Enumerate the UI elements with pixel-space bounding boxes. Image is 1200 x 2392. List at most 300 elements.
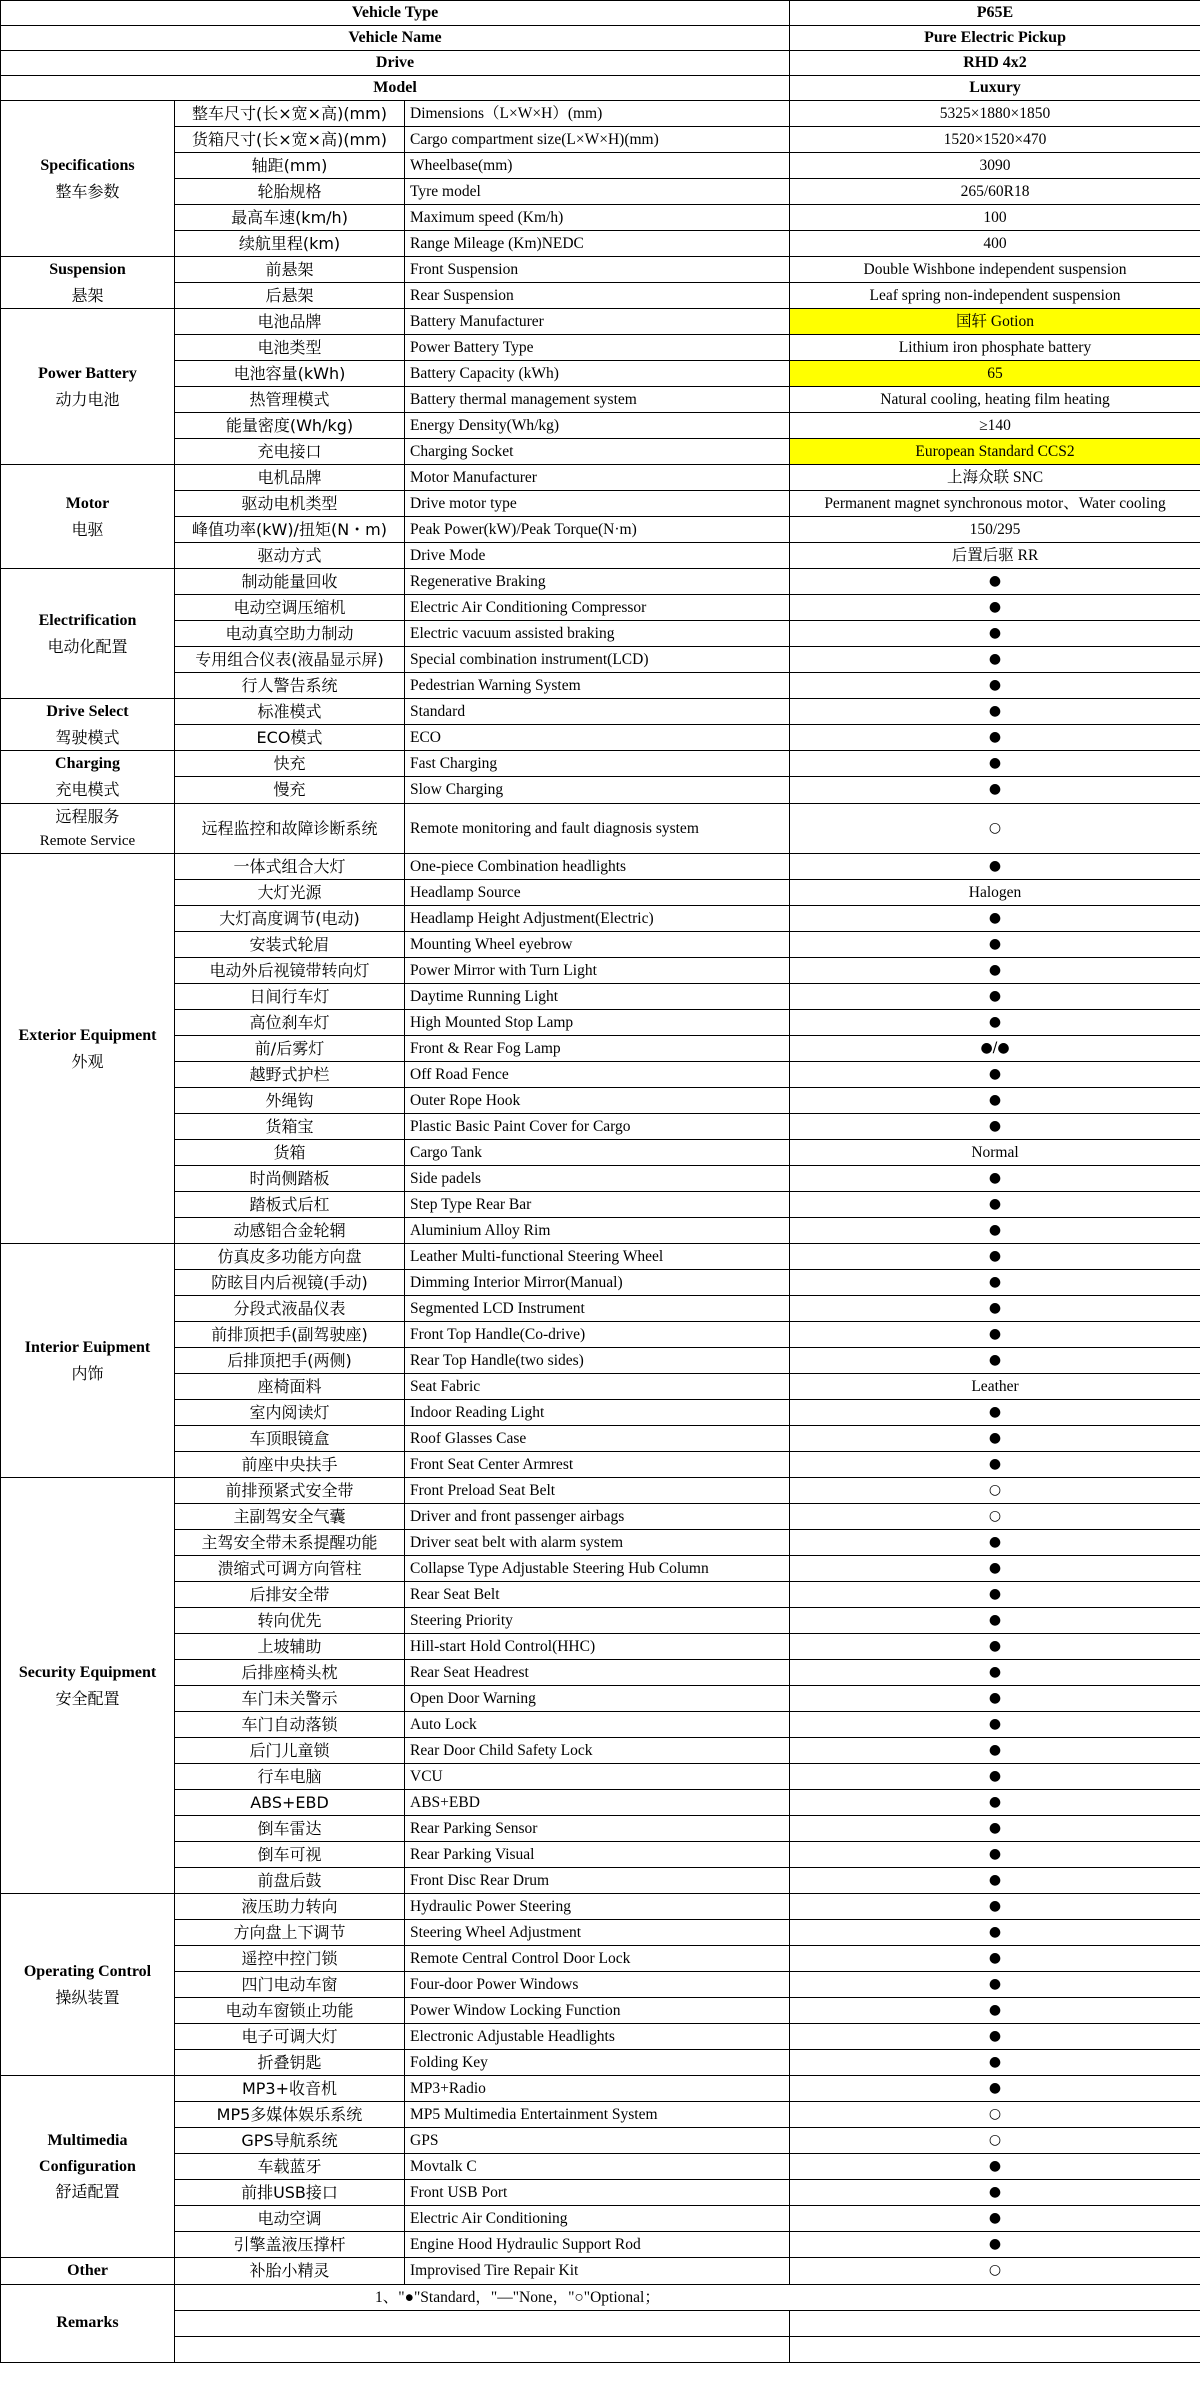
item-value: 265/60R18: [790, 179, 1200, 205]
item-value: Natural cooling, heating film heating: [790, 387, 1200, 413]
vehicle-name-row: [1, 26, 1200, 51]
item-name-cn: 电池类型: [175, 335, 405, 361]
table-row: [1, 153, 1200, 179]
item-value: ●: [790, 1296, 1200, 1322]
item-value: ●: [790, 1842, 1200, 1868]
item-name-cn: 前排预紧式安全带: [175, 1478, 405, 1504]
table-row: [1, 1504, 1200, 1530]
section-name-cn: 安全配置: [55, 1688, 120, 1708]
item-value: ●: [790, 984, 1200, 1010]
table-row: [1, 751, 1200, 777]
item-name-en: Energy Density(Wh/kg): [405, 413, 790, 439]
table-row: [1, 1322, 1200, 1348]
table-row: [1, 517, 1200, 543]
item-name-en: Electric Air Conditioning Compressor: [405, 595, 790, 621]
item-name-en: Remote monitoring and fault diagnosis system: [405, 803, 790, 854]
item-name-cn: 电池容量(kWh): [175, 361, 405, 387]
table-row: [1, 205, 1200, 231]
table-row: [1, 1738, 1200, 1764]
item-name-cn: 溃缩式可调方向管柱: [175, 1556, 405, 1582]
item-value: ●: [790, 2180, 1200, 2206]
item-value: ●: [790, 595, 1200, 621]
item-name-cn: 外绳钩: [175, 1088, 405, 1114]
item-name-en: Plastic Basic Paint Cover for Cargo: [405, 1114, 790, 1140]
item-name-cn: 动感铝合金轮辋: [175, 1218, 405, 1244]
item-name-en: High Mounted Stop Lamp: [405, 1010, 790, 1036]
section-name-en: Operating Control: [23, 1963, 152, 1981]
item-name-cn: 电动真空助力制动: [175, 621, 405, 647]
item-name-en: Movtalk C: [405, 2154, 790, 2180]
table-row: [1, 1816, 1200, 1842]
item-value: ●: [790, 1920, 1200, 1946]
item-name-cn: 主副驾安全气囊: [175, 1504, 405, 1530]
section-label: [1, 1894, 175, 2076]
table-row: [1, 361, 1200, 387]
item-value: ●: [790, 569, 1200, 595]
table-row: [1, 2050, 1200, 2076]
table-row: [1, 854, 1200, 880]
item-name-en: Battery thermal management system: [405, 387, 790, 413]
item-name-en: Steering Priority: [405, 1608, 790, 1634]
item-name-cn: 越野式护栏: [175, 1062, 405, 1088]
table-row: [1, 1296, 1200, 1322]
section-name-en: Specifications: [40, 156, 135, 174]
section-label: [1, 699, 175, 751]
item-name-en: Improvised Tire Repair Kit: [405, 2258, 790, 2285]
section-name-en: Motor: [65, 495, 110, 513]
item-name-en: Cargo compartment size(L×W×H)(mm): [405, 127, 790, 153]
item-name-en: Dimming Interior Mirror(Manual): [405, 1270, 790, 1296]
item-value: ●: [790, 1348, 1200, 1374]
item-name-cn: 前悬架: [175, 257, 405, 283]
item-name-en: Hill-start Hold Control(HHC): [405, 1634, 790, 1660]
table-row: [1, 283, 1200, 309]
item-name-cn: 电动空调: [175, 2206, 405, 2232]
item-value: ●: [790, 932, 1200, 958]
table-row: [1, 1192, 1200, 1218]
item-value: Normal: [790, 1140, 1200, 1166]
section-name-en: Power Battery: [38, 365, 137, 383]
item-name-cn: 座椅面料: [175, 1374, 405, 1400]
table-row: [1, 647, 1200, 673]
section-label: [1, 309, 175, 465]
section-name-en: Electrification: [38, 612, 137, 630]
table-row: [1, 2232, 1200, 2258]
section-label: [1, 1478, 175, 1894]
table-row: [1, 1270, 1200, 1296]
item-name-cn: 时尚侧踏板: [175, 1166, 405, 1192]
table-row: [1, 2076, 1200, 2102]
item-value: ●: [790, 1894, 1200, 1920]
section-label: [1, 101, 175, 257]
table-row: [1, 906, 1200, 932]
table-row: [1, 1998, 1200, 2024]
table-row: [1, 880, 1200, 906]
section-name-cn: 悬架: [71, 285, 104, 305]
vehicle-type-label: Vehicle Type: [1, 1, 790, 26]
item-name-cn: 补胎小精灵: [175, 2258, 405, 2285]
item-name-en: One-piece Combination headlights: [405, 854, 790, 880]
table-row: [1, 2180, 1200, 2206]
item-value: ●: [790, 2154, 1200, 2180]
section-label: [1, 569, 175, 699]
item-name-en: Steering Wheel Adjustment: [405, 1920, 790, 1946]
item-name-cn: 上坡辅助: [175, 1634, 405, 1660]
item-value: ○: [790, 2128, 1200, 2154]
item-value: ●: [790, 1244, 1200, 1270]
table-row: [1, 958, 1200, 984]
item-name-cn: 轴距(mm): [175, 153, 405, 179]
item-value: ●: [790, 673, 1200, 699]
vehicle-type-row: [1, 1, 1200, 26]
item-name-en: Driver and front passenger airbags: [405, 1504, 790, 1530]
item-value: ●: [790, 1972, 1200, 1998]
item-name-cn: 标准模式: [175, 699, 405, 725]
item-name-en: Electric Air Conditioning: [405, 2206, 790, 2232]
section-name-cn: 电动化配置: [47, 636, 128, 656]
section-label: [1, 465, 175, 569]
section-label: [1, 803, 175, 854]
item-name-cn: ECO模式: [175, 725, 405, 751]
vehicle-type-value: P65E: [790, 1, 1200, 26]
item-value: ○: [790, 2102, 1200, 2128]
item-name-cn: 前排USB接口: [175, 2180, 405, 2206]
item-name-cn: MP3+收音机: [175, 2076, 405, 2102]
table-row: [1, 1114, 1200, 1140]
item-name-cn: 车门自动落锁: [175, 1712, 405, 1738]
table-row: [1, 1686, 1200, 1712]
item-name-en: Range Mileage (Km)NEDC: [405, 231, 790, 257]
item-name-cn: 室内阅读灯: [175, 1400, 405, 1426]
item-name-en: Drive Mode: [405, 543, 790, 569]
item-name-en: Charging Socket: [405, 439, 790, 465]
item-name-en: Leather Multi-functional Steering Wheel: [405, 1244, 790, 1270]
item-name-en: Drive motor type: [405, 491, 790, 517]
item-value: ●: [790, 1218, 1200, 1244]
table-row: [1, 1166, 1200, 1192]
item-name-en: Battery Manufacturer: [405, 309, 790, 335]
table-row: [1, 127, 1200, 153]
remarks-row: [1, 2284, 1200, 2310]
item-value: ●: [790, 1790, 1200, 1816]
item-value: ●: [790, 621, 1200, 647]
section-label: [1, 751, 175, 803]
item-name-cn: 分段式液晶仪表: [175, 1296, 405, 1322]
item-name-cn: 踏板式后杠: [175, 1192, 405, 1218]
item-name-cn: 专用组合仪表(液晶显示屏): [175, 647, 405, 673]
item-name-cn: 制动能量回收: [175, 569, 405, 595]
section-name-cn: 远程服务: [55, 806, 120, 826]
item-name-cn: 慢充: [175, 777, 405, 803]
table-row: [1, 439, 1200, 465]
item-name-en: Engine Hood Hydraulic Support Rod: [405, 2232, 790, 2258]
item-value: ●: [790, 1452, 1200, 1478]
item-name-en: Fast Charging: [405, 751, 790, 777]
section-label: [1, 854, 175, 1244]
remarks-blank-row: [1, 2310, 1200, 2336]
item-name-cn: 快充: [175, 751, 405, 777]
drive-value: RHD 4x2: [790, 51, 1200, 76]
table-row: [1, 335, 1200, 361]
item-value: ●: [790, 2076, 1200, 2102]
item-value: 上海众联 SNC: [790, 465, 1200, 491]
table-row: [1, 1140, 1200, 1166]
item-name-en: Daytime Running Light: [405, 984, 790, 1010]
item-name-cn: ABS+EBD: [175, 1790, 405, 1816]
item-name-en: Rear Door Child Safety Lock: [405, 1738, 790, 1764]
section-name-en: Drive Select: [46, 703, 129, 721]
table-row: [1, 1244, 1200, 1270]
section-label: [1, 2076, 175, 2258]
item-name-en: Front Top Handle(Co-drive): [405, 1322, 790, 1348]
item-name-en: Rear Suspension: [405, 283, 790, 309]
table-row: [1, 1712, 1200, 1738]
table-row: [1, 1010, 1200, 1036]
item-name-cn: 高位刹车灯: [175, 1010, 405, 1036]
item-name-cn: 电动车窗锁止功能: [175, 1998, 405, 2024]
table-row: [1, 1868, 1200, 1894]
item-value: ●: [790, 1998, 1200, 2024]
section-name-cn: 舒适配置: [55, 2182, 120, 2202]
item-value: ≥140: [790, 413, 1200, 439]
item-name-cn: 能量密度(Wh/kg): [175, 413, 405, 439]
item-name-cn: 续航里程(km): [175, 231, 405, 257]
remarks-blank-cell: [175, 2336, 790, 2362]
item-name-en: Rear Parking Visual: [405, 1842, 790, 1868]
item-name-en: Front Disc Rear Drum: [405, 1868, 790, 1894]
table-row: [1, 803, 1200, 854]
table-row: [1, 1946, 1200, 1972]
item-name-en: Segmented LCD Instrument: [405, 1296, 790, 1322]
table-row: [1, 1608, 1200, 1634]
table-row: [1, 1556, 1200, 1582]
item-value: 400: [790, 231, 1200, 257]
table-row: [1, 179, 1200, 205]
item-name-cn: 仿真皮多功能方向盘: [175, 1244, 405, 1270]
item-name-cn: GPS导航系统: [175, 2128, 405, 2154]
item-name-cn: 折叠钥匙: [175, 2050, 405, 2076]
item-name-en: Auto Lock: [405, 1712, 790, 1738]
item-name-en: Battery Capacity (kWh): [405, 361, 790, 387]
item-name-en: Remote Central Control Door Lock: [405, 1946, 790, 1972]
item-name-en: Tyre model: [405, 179, 790, 205]
item-value: ●: [790, 1816, 1200, 1842]
item-name-cn: 倒车可视: [175, 1842, 405, 1868]
item-value: ●: [790, 1868, 1200, 1894]
item-name-en: Mounting Wheel eyebrow: [405, 932, 790, 958]
item-name-en: Step Type Rear Bar: [405, 1192, 790, 1218]
section-label: [1, 257, 175, 309]
item-name-en: Special combination instrument(LCD): [405, 647, 790, 673]
table-row: [1, 1920, 1200, 1946]
item-name-cn: 方向盘上下调节: [175, 1920, 405, 1946]
item-value: ●: [790, 1322, 1200, 1348]
item-value: ●: [790, 854, 1200, 880]
item-name-cn: 货箱宝: [175, 1114, 405, 1140]
item-name-cn: 峰值功率(kW)/扭矩(N・m): [175, 517, 405, 543]
table-row: [1, 1842, 1200, 1868]
table-row: [1, 1348, 1200, 1374]
item-value: 150/295: [790, 517, 1200, 543]
section-name-cn: 内饰: [71, 1363, 104, 1383]
item-name-en: Indoor Reading Light: [405, 1400, 790, 1426]
table-row: [1, 1218, 1200, 1244]
table-row: [1, 1036, 1200, 1062]
item-name-cn: 充电接口: [175, 439, 405, 465]
drive-label: Drive: [1, 51, 790, 76]
item-name-cn: 电动空调压缩机: [175, 595, 405, 621]
vehicle-name-value: Pure Electric Pickup: [790, 26, 1200, 51]
item-name-cn: 前排顶把手(副驾驶座): [175, 1322, 405, 1348]
item-value: ●: [790, 1660, 1200, 1686]
item-value: ○: [790, 1504, 1200, 1530]
item-name-en: Aluminium Alloy Rim: [405, 1218, 790, 1244]
model-value: Luxury: [790, 76, 1200, 101]
item-value: Lithium iron phosphate battery: [790, 335, 1200, 361]
item-name-en: Front & Rear Fog Lamp: [405, 1036, 790, 1062]
item-name-en: Outer Rope Hook: [405, 1088, 790, 1114]
item-name-cn: 遥控中控门锁: [175, 1946, 405, 1972]
item-value: ●: [790, 1764, 1200, 1790]
section-name-en: Multimedia Configuration: [39, 2132, 136, 2175]
item-value: ●: [790, 1426, 1200, 1452]
item-name-en: Regenerative Braking: [405, 569, 790, 595]
item-value: ●: [790, 1634, 1200, 1660]
item-name-cn: 货箱尺寸(长×宽×高)(mm): [175, 127, 405, 153]
section-name-cn: 外观: [71, 1051, 104, 1071]
item-name-en: Four-door Power Windows: [405, 1972, 790, 1998]
item-value: ●: [790, 699, 1200, 725]
remarks-blank-cell: [175, 2310, 790, 2336]
item-name-en: Folding Key: [405, 2050, 790, 2076]
item-name-en: Maximum speed (Km/h): [405, 205, 790, 231]
item-value: ●: [790, 1062, 1200, 1088]
item-name-cn: 行人警告系统: [175, 673, 405, 699]
item-value: ●: [790, 1738, 1200, 1764]
table-row: [1, 1660, 1200, 1686]
table-row: [1, 1452, 1200, 1478]
item-value: ●: [790, 1192, 1200, 1218]
item-value: ○: [790, 1478, 1200, 1504]
item-name-en: MP5 Multimedia Entertainment System: [405, 2102, 790, 2128]
item-value: ●: [790, 1946, 1200, 1972]
item-value: 1520×1520×470: [790, 127, 1200, 153]
table-row: [1, 257, 1200, 283]
item-name-cn: 远程监控和故障诊断系统: [175, 803, 405, 854]
item-name-cn: 行车电脑: [175, 1764, 405, 1790]
item-name-en: Electronic Adjustable Headlights: [405, 2024, 790, 2050]
table-row: [1, 1478, 1200, 1504]
item-name-en: Front Suspension: [405, 257, 790, 283]
section-name-cn: 充电模式: [55, 779, 120, 799]
item-name-cn: 后门儿童锁: [175, 1738, 405, 1764]
remarks-note: 1、"●"Standard，"—"None，"○"Optional；: [175, 2284, 1200, 2310]
item-value: ●: [790, 647, 1200, 673]
item-value: ●: [790, 1088, 1200, 1114]
item-name-cn: 驱动电机类型: [175, 491, 405, 517]
item-value: Leaf spring non-independent suspension: [790, 283, 1200, 309]
item-name-cn: 车顶眼镜盒: [175, 1426, 405, 1452]
item-value: ●: [790, 1270, 1200, 1296]
item-name-cn: 驱动方式: [175, 543, 405, 569]
item-name-en: Pedestrian Warning System: [405, 673, 790, 699]
item-name-en: Dimensions（L×W×H）(mm): [405, 101, 790, 127]
section-name-en: Suspension: [49, 261, 126, 278]
item-name-cn: 前/后雾灯: [175, 1036, 405, 1062]
item-name-cn: 轮胎规格: [175, 179, 405, 205]
item-name-en: Seat Fabric: [405, 1374, 790, 1400]
table-row: [1, 2024, 1200, 2050]
section-name-cn: 操纵装置: [55, 1987, 120, 2007]
item-name-en: ABS+EBD: [405, 1790, 790, 1816]
item-name-en: Power Window Locking Function: [405, 1998, 790, 2024]
table-row: [1, 621, 1200, 647]
item-name-cn: 一体式组合大灯: [175, 854, 405, 880]
item-value: ●: [790, 1166, 1200, 1192]
item-name-en: VCU: [405, 1764, 790, 1790]
item-name-en: Rear Top Handle(two sides): [405, 1348, 790, 1374]
section-name-en: Charging: [55, 755, 120, 773]
item-name-cn: 车门未关警示: [175, 1686, 405, 1712]
section-name-cn: 动力电池: [55, 389, 120, 409]
table-row: [1, 1790, 1200, 1816]
table-row: [1, 1400, 1200, 1426]
item-name-cn: 引擎盖液压撑杆: [175, 2232, 405, 2258]
item-name-en: Roof Glasses Case: [405, 1426, 790, 1452]
item-name-en: Slow Charging: [405, 777, 790, 803]
table-row: [1, 1764, 1200, 1790]
table-row: [1, 673, 1200, 699]
item-name-cn: 电机品牌: [175, 465, 405, 491]
item-value: 国轩 Gotion: [790, 309, 1200, 335]
section-name-en: Security Equipment: [18, 1664, 157, 1682]
table-row: [1, 491, 1200, 517]
item-name-en: Front USB Port: [405, 2180, 790, 2206]
item-value: ●: [790, 1114, 1200, 1140]
item-value: ●: [790, 2206, 1200, 2232]
section-name-en: Exterior Equipment: [18, 1027, 157, 1045]
item-name-cn: 主驾安全带未系提醒功能: [175, 1530, 405, 1556]
item-value: ●: [790, 1712, 1200, 1738]
item-name-cn: 四门电动车窗: [175, 1972, 405, 1998]
remarks-blank-cell: [790, 2336, 1200, 2362]
item-value: Halogen: [790, 880, 1200, 906]
section-label: [1, 2258, 175, 2285]
item-name-cn: 安装式轮眉: [175, 932, 405, 958]
item-name-cn: 后排安全带: [175, 1582, 405, 1608]
item-value: ●: [790, 2024, 1200, 2050]
item-value: 5325×1880×1850: [790, 101, 1200, 127]
item-name-en: Power Mirror with Turn Light: [405, 958, 790, 984]
section-name-cn: 驾驶模式: [55, 727, 120, 747]
item-name-en: Collapse Type Adjustable Steering Hub Column: [405, 1556, 790, 1582]
table-row: [1, 569, 1200, 595]
model-label: Model: [1, 76, 790, 101]
item-name-en: Hydraulic Power Steering: [405, 1894, 790, 1920]
item-value: ●/●: [790, 1036, 1200, 1062]
section-name-en: Other: [67, 2262, 108, 2280]
item-value: European Standard CCS2: [790, 439, 1200, 465]
item-value: ●: [790, 2050, 1200, 2076]
table-row: [1, 984, 1200, 1010]
item-name-cn: 转向优先: [175, 1608, 405, 1634]
item-name-cn: 电池品牌: [175, 309, 405, 335]
item-name-en: GPS: [405, 2128, 790, 2154]
item-value: ●: [790, 958, 1200, 984]
item-name-cn: 电动外后视镜带转向灯: [175, 958, 405, 984]
item-value: ●: [790, 2232, 1200, 2258]
item-name-en: Wheelbase(mm): [405, 153, 790, 179]
